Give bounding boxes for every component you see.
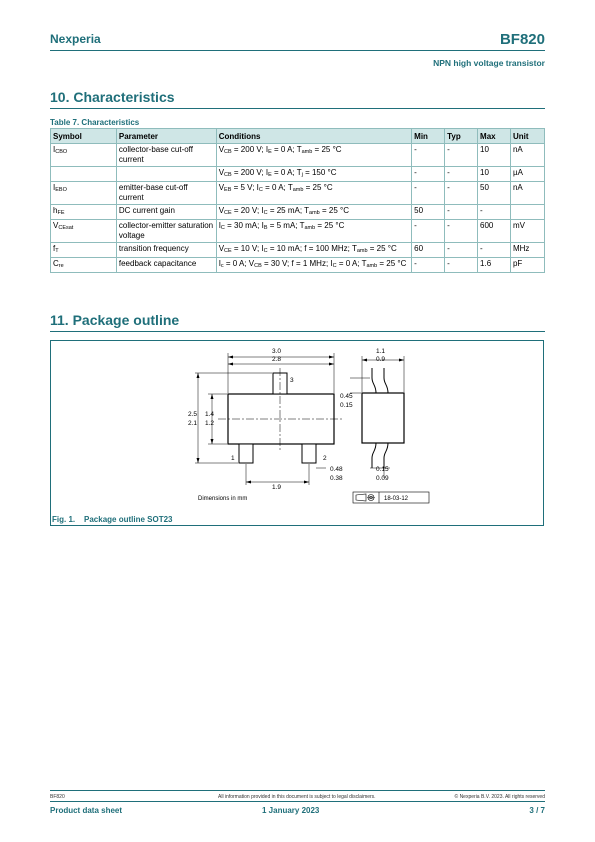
cell-min: - bbox=[412, 258, 445, 273]
sot23-top-view bbox=[195, 353, 344, 485]
cell-conditions: $I_c = 0$ A; $V_{CB} = 30$ V; f = 1 MHz; $I_C = 0$ A; $T_{amb} = 25$ °C bbox=[216, 258, 411, 273]
dim-lead-thickness-min: 0.09 bbox=[376, 475, 389, 482]
cell-unit: nA bbox=[510, 182, 544, 205]
cell-parameter: collector-emitter saturation voltage bbox=[116, 220, 216, 243]
table-row bbox=[51, 144, 545, 167]
cell-unit: pF bbox=[510, 258, 544, 273]
figure-caption: Fig. 1. Package outline SOT23 bbox=[52, 515, 173, 524]
cell-min: - bbox=[412, 144, 445, 167]
cell-max: 1.6 bbox=[478, 258, 511, 273]
footer-date: 1 January 2023 bbox=[262, 806, 320, 815]
cell-unit: MHz bbox=[510, 243, 544, 258]
cell-typ: - bbox=[445, 182, 478, 205]
cell-max: - bbox=[478, 205, 511, 220]
page-number: 3 / 7 bbox=[529, 806, 545, 815]
document-subtitle: NPN high voltage transistor bbox=[433, 58, 545, 68]
section-10-title: 10. Characteristics bbox=[50, 89, 175, 105]
cell-unit: mV bbox=[510, 220, 544, 243]
cell-max: 10 bbox=[478, 167, 511, 182]
table-row bbox=[51, 243, 545, 258]
cell-conditions: $V_{EB} = 5$ V; $I_C = 0$ A; $T_{amb} = 25$ °C bbox=[216, 182, 411, 205]
cell-parameter: emitter-base cut-off current bbox=[116, 182, 216, 205]
dim-height-max: 2.5 bbox=[188, 411, 198, 418]
header-rule bbox=[50, 50, 545, 51]
pin-3-label: 3 bbox=[290, 377, 294, 384]
cell-symbol: $I_{CBO}$ bbox=[51, 144, 117, 167]
dim-body-max: 1.4 bbox=[205, 411, 215, 418]
section-11-title: 11. Package outline bbox=[50, 312, 180, 328]
cell-max: - bbox=[478, 243, 511, 258]
section-11-rule bbox=[50, 331, 545, 332]
dim-width-min: 2.8 bbox=[272, 356, 282, 363]
document-id: BF820 bbox=[499, 31, 545, 48]
pin-2-label: 2 bbox=[323, 455, 327, 462]
cell-typ: - bbox=[445, 167, 478, 182]
table-header-row bbox=[51, 129, 545, 144]
table-row bbox=[51, 220, 545, 243]
cell-min: 60 bbox=[412, 243, 445, 258]
cell-parameter: transition frequency bbox=[116, 243, 216, 258]
dim-width-max: 3.0 bbox=[272, 348, 282, 355]
footer-doc-type: Product data sheet bbox=[50, 806, 123, 815]
col-header-min: Min bbox=[412, 129, 445, 144]
dim-pitch: 1.9 bbox=[272, 484, 282, 491]
cell-max: 600 bbox=[478, 220, 511, 243]
dim-thickness-min: 0.9 bbox=[376, 356, 386, 363]
footer-rule bbox=[50, 790, 545, 791]
footer-rule-2 bbox=[50, 801, 545, 802]
cell-typ: - bbox=[445, 258, 478, 273]
table-row bbox=[51, 258, 545, 273]
cell-symbol: $I_{EBO}$ bbox=[51, 182, 117, 205]
dim-lead-width-min: 0.38 bbox=[330, 475, 343, 482]
cell-unit bbox=[510, 205, 544, 220]
cell-conditions: $V_{CE} = 20$ V; $I_C = 25$ mA; $T_{amb} = 25$ °C bbox=[216, 205, 411, 220]
cell-max: 50 bbox=[478, 182, 511, 205]
cell-parameter: DC current gain bbox=[116, 205, 216, 220]
dim-standoff-min: 0.15 bbox=[340, 402, 353, 409]
units-note: Dimensions in mm bbox=[198, 496, 248, 502]
cell-symbol: $C_{re}$ bbox=[51, 258, 117, 273]
cell-typ: - bbox=[445, 144, 478, 167]
dim-lead-width-max: 0.48 bbox=[330, 466, 343, 473]
cell-conditions: $V_{CB} = 200$ V; $I_E = 0$ A; $T_{amb} = 25$ °C bbox=[216, 144, 411, 167]
date-code: 18-03-12 bbox=[384, 496, 409, 502]
dimension-labels bbox=[188, 348, 389, 502]
cell-typ: - bbox=[445, 243, 478, 258]
cell-symbol: $f_T$ bbox=[51, 243, 117, 258]
footer-copyright: © Nexperia B.V. 2023. All rights reserved bbox=[454, 794, 545, 800]
cell-conditions: $V_{CE} = 10$ V; $I_C = 10$ mA; f = 100 MHz; $T_{amb} = 25$ °C bbox=[216, 243, 411, 258]
dim-body-min: 1.2 bbox=[205, 420, 215, 427]
dim-standoff-max: 0.45 bbox=[340, 393, 353, 400]
package-outline-drawing bbox=[50, 340, 544, 510]
cell-parameter bbox=[116, 167, 216, 182]
cell-min: 50 bbox=[412, 205, 445, 220]
col-header-max: Max bbox=[478, 129, 511, 144]
footer-disclaimer: All information provided in this document is subject to legal disclaimers. bbox=[218, 794, 376, 800]
dim-lead-thickness-max: 0.15 bbox=[376, 466, 389, 473]
cell-min: - bbox=[412, 167, 445, 182]
cell-symbol bbox=[51, 167, 117, 182]
cell-typ: - bbox=[445, 205, 478, 220]
cell-conditions: $I_C = 30$ mA; $I_B = 5$ mA; $T_{amb} = 25$ °C bbox=[216, 220, 411, 243]
section-10-rule bbox=[50, 108, 545, 109]
col-header-unit: Unit bbox=[510, 129, 544, 144]
sot23-side-view bbox=[350, 356, 404, 478]
table-caption: Table 7. Characteristics bbox=[50, 118, 140, 127]
cell-conditions: $V_{CB} = 200$ V; $I_E = 0$ A; $T_j = 150$ °C bbox=[216, 167, 411, 182]
table-row bbox=[51, 167, 545, 182]
cell-unit: nA bbox=[510, 144, 544, 167]
table-row bbox=[51, 182, 545, 205]
cell-max: 10 bbox=[478, 144, 511, 167]
footer-doc-id: BF820 bbox=[50, 794, 65, 800]
characteristics-table bbox=[50, 128, 545, 273]
cell-parameter: collector-base cut-off current bbox=[116, 144, 216, 167]
cell-typ: - bbox=[445, 220, 478, 243]
dim-height-min: 2.1 bbox=[188, 420, 198, 427]
col-header-parameter: Parameter bbox=[116, 129, 216, 144]
col-header-typ: Typ bbox=[445, 129, 478, 144]
top-view-arrows bbox=[197, 356, 335, 484]
cell-unit: µA bbox=[510, 167, 544, 182]
cell-symbol: $V_{CEsat}$ bbox=[51, 220, 117, 243]
table-row bbox=[51, 205, 545, 220]
cell-min: - bbox=[412, 220, 445, 243]
cell-min: - bbox=[412, 182, 445, 205]
cell-parameter: feedback capacitance bbox=[116, 258, 216, 273]
cell-symbol: $h_{FE}$ bbox=[51, 205, 117, 220]
col-header-conditions: Conditions bbox=[216, 129, 411, 144]
brand-name: Nexperia bbox=[50, 32, 101, 46]
col-header-symbol: Symbol bbox=[51, 129, 117, 144]
dim-thickness-max: 1.1 bbox=[376, 348, 386, 355]
pin-1-label: 1 bbox=[231, 455, 235, 462]
